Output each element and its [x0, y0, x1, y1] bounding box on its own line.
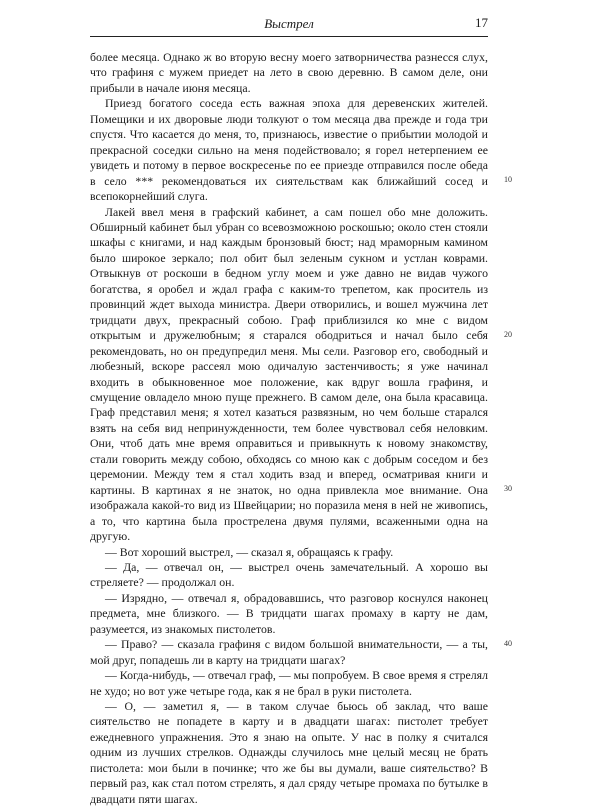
line-number: 10: [504, 175, 512, 184]
paragraph: — Да, — отвечал он, — выстрел очень замечательный. А хорошо вы стреляете? — продолжал он.: [90, 559, 488, 590]
paragraph: — О, — заметил я, — в таком случае бьюсь об заклад, что ваше сиятельство не попадете в карту и в двадцати шагах: пистолет требует ежедневного упражнения. Это я знаю на опыте. У нас в полку я считался одним из лучших стрелков. Однажды случилось мне целый месяц не брать пистолета: мои были в починке; что же бы вы думали, ваше сиятельство? В первый раз, как стал потом стрелять, я дал сряду четыре промаха по бутылке в двадцати пяти шагах.: [90, 699, 488, 806]
paragraph: Приезд богатого соседа есть важная эпоха для деревенских жителей. Помещики и их дворовые люди толкуют о том месяца два прежде и года три спустя. Что касается до меня, то, признаюсь, известие о прибытии молодой и прекрасной соседки сильно на меня подействовало; я горел нетерпением ее увидеть и потому в первое воскресенье по ее приезде отправился после обеда в село *** рекомендоваться их сиятельствам как ближайший сосед и всепокорнейший слуга.: [90, 96, 488, 204]
line-number: 40: [504, 639, 512, 648]
paragraph: Лакей ввел меня в графский кабинет, а сам пошел обо мне доложить. Обширный кабинет был убран со всевозможною роскошью; около стен стояли шкафы с книгами, и над каждым бронзовый бюст; над мраморным камином было широкое зеркало; пол обит был зеленым сукном и устлан коврами. Отвыкнув от роскоши в бедном углу моем и уже давно не видав чужого богатства, я оробел и ждал графа с каким-то трепетом, как проситель из провинций ждет выхода министра. Двери отворились, и вошел мужчина лет тридцати двух, прекрасный собою. Граф приблизился ко мне с видом открытым и дружелюбным; я старался ободриться и начал было себя рекомендовать, но он предупредил меня. Мы сели. Разговор его, свободный и любезный, вскоре рассеял мою одичалую застенчивость; я уже начинал входить в обыкновенное мое положение, как вдруг вошла графиня, и смущение овладело мною пуще прежнего. В самом деле, она была красавица. Граф представил меня; я хотел казаться развязным, но чем больше старался взять на себя вид непринужденности, тем более чувствовал себя неловким. Они, чтоб дать мне время оправиться и привыкнуть к новому знакомству, стали говорить между собою, обходясь со мною как с добрым соседом и без церемонии. Между тем я стал ходить взад и вперед, осматривая книги и картины. В картинах я не знаток, но одна привлекла мое внимание. Она изображала какой-то вид из Швейцарии; но поразила меня в ней не живопись, а то, что картина была прострелена двумя пулями, всаженными одна на другую.: [90, 204, 488, 544]
page-header: [90, 14, 488, 37]
paragraph: более месяца. Однако ж во вторую весну моего затворничества разнесся слух, что графиня с мужем приедет на лето в свою деревню. В самом деле, они прибыли в начале июня месяца.: [90, 50, 488, 95]
line-number: 30: [504, 484, 512, 493]
paragraph: — Вот хороший выстрел, — сказал я, обращаясь к графу.: [105, 544, 394, 559]
running-title: Выстрел: [264, 16, 314, 31]
paragraph: — Право? — сказала графиня с видом большой внимательности, — а ты, мой друг, попадешь ли в карту на тридцати шагах?: [90, 637, 488, 667]
paragraph: — Изрядно, — отвечал я, обрадовавшись, что разговор коснулся наконец предмета, мне близкого. — В тридцати шагах промаху в карту не дам, разумеется, из знакомых пистолетов.: [90, 590, 488, 636]
paragraph: — Когда-нибудь, — отвечал граф, — мы попробуем. В свое время я стрелял не худо; но вот уже четыре года, как я не брал в руки пистолета.: [90, 668, 488, 698]
body-text: [90, 50, 488, 807]
line-number: 20: [504, 330, 512, 339]
page-number: 17: [475, 15, 488, 30]
